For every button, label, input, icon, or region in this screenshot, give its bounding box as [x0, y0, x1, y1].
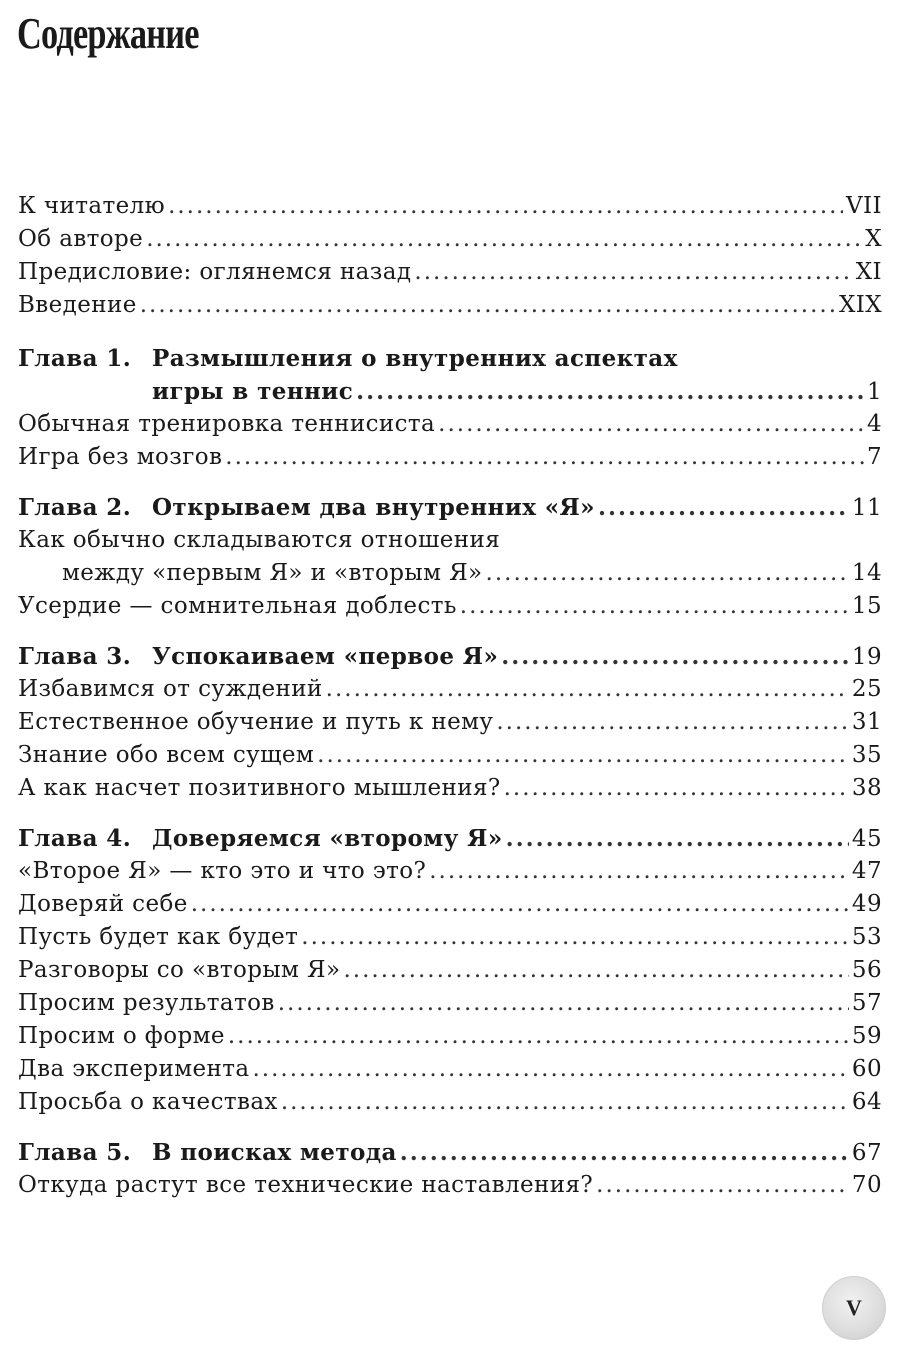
toc-entry-label: Усердие — сомнительная доблесть [18, 593, 457, 619]
toc-entry-label: Два эксперимента [18, 1056, 250, 1082]
page-number: V [846, 1295, 862, 1320]
toc-entry[interactable] [18, 1056, 882, 1089]
toc-entry-page: 67 [851, 1140, 882, 1166]
toc-entry-page: 49 [851, 891, 882, 917]
toc-entry-page: VII [846, 193, 882, 219]
toc-entry[interactable] [18, 444, 882, 477]
toc-entry-label: Введение [18, 292, 137, 318]
dot-leader [598, 494, 849, 521]
toc-entry-page: 4 [866, 411, 882, 437]
toc-entry-page: 57 [851, 990, 882, 1016]
toc-entry-first-line[interactable] [18, 527, 882, 560]
dot-leader [496, 709, 849, 735]
toc-entry-page: 7 [866, 444, 882, 470]
toc-entry-to-reader[interactable] [18, 193, 882, 226]
toc-entry-page: X [865, 226, 882, 252]
chapter-title-continued: игры в теннис [152, 378, 354, 405]
table-of-contents [18, 193, 882, 1205]
toc-entry[interactable] [18, 891, 882, 924]
toc-entry-label: Откуда растут все технические наставления? [18, 1172, 594, 1198]
chapter-number: Глава 5. [18, 1139, 132, 1166]
chapter-number: Глава 4. [18, 825, 132, 852]
dot-leader [140, 292, 836, 318]
toc-entry[interactable] [18, 1172, 882, 1205]
toc-entry[interactable] [18, 957, 882, 990]
toc-entry-label: «Второе Я» — кто это и что это? [18, 858, 427, 884]
dot-leader [460, 593, 849, 619]
toc-entry[interactable] [18, 709, 882, 742]
dot-leader [225, 444, 864, 470]
toc-entry-page: 35 [851, 742, 882, 768]
toc-entry-page: 15 [851, 593, 882, 619]
dot-leader [278, 990, 849, 1016]
toc-entry-label: Естественное обучение и путь к нему [18, 709, 494, 735]
toc-entry[interactable] [18, 775, 882, 808]
toc-entry[interactable] [18, 1023, 882, 1056]
toc-entry-label: А как насчет позитивного мышления? [18, 775, 501, 801]
toc-entry-label: Просьба о качествах [18, 1089, 278, 1115]
toc-entry-label-continued: между «первым Я» и «вторым Я» [62, 560, 483, 586]
toc-entry-about-author[interactable] [18, 226, 882, 259]
toc-chapter-5-heading[interactable] [18, 1139, 882, 1172]
toc-entry-introduction[interactable] [18, 292, 882, 325]
dot-leader [400, 1139, 849, 1166]
toc-entry[interactable] [18, 411, 882, 444]
dot-leader [252, 1056, 848, 1082]
chapter-number: Глава 1. [18, 345, 132, 372]
toc-entry-page: 25 [851, 676, 882, 702]
chapter-title: Размышления о внутренних аспектах [152, 345, 678, 372]
toc-entry-page: 60 [851, 1056, 882, 1082]
dot-leader [343, 957, 848, 983]
toc-chapter-2-heading[interactable] [18, 494, 882, 527]
page-title: Содержание [17, 9, 199, 58]
toc-entry-page: 70 [851, 1172, 882, 1198]
dot-leader [429, 858, 849, 884]
toc-entry[interactable] [18, 858, 882, 891]
toc-entry-preface[interactable] [18, 259, 882, 292]
toc-entry-label: Просим результатов [18, 990, 275, 1016]
toc-entry-label: Доверяй себе [18, 891, 188, 917]
toc-entry-page: 53 [851, 924, 882, 950]
toc-entry-label: Об авторе [18, 226, 144, 252]
dot-leader [146, 226, 862, 252]
chapter-number: Глава 2. [18, 494, 132, 521]
dot-leader [191, 891, 849, 917]
dot-leader [438, 411, 864, 437]
toc-entry-label: К читателю [18, 193, 166, 219]
toc-entry-page: 1 [866, 379, 882, 405]
dot-leader [414, 259, 852, 285]
dot-leader [501, 643, 849, 670]
chapter-title: Доверяемся «второму Я» [152, 825, 503, 852]
toc-entry[interactable] [18, 593, 882, 626]
toc-entry-page: 38 [851, 775, 882, 801]
toc-entry-page: 47 [851, 858, 882, 884]
toc-entry-label: Избавимся от суждений [18, 676, 323, 702]
toc-entry-label: Как обычно складываются отношения [18, 527, 501, 553]
toc-chapter-4-heading[interactable] [18, 825, 882, 858]
toc-chapter-1-continuation[interactable] [18, 378, 882, 411]
chapter-title: В поисках метода [152, 1139, 397, 1166]
dot-leader [486, 560, 849, 586]
toc-chapter-3-heading[interactable] [18, 643, 882, 676]
chapter-number: Глава 3. [18, 643, 132, 670]
chapter-title: Открываем два внутренних «Я» [152, 494, 595, 521]
dot-leader [317, 742, 849, 768]
chapter-title: Успокаиваем «первое Я» [152, 643, 499, 670]
toc-entry[interactable] [18, 676, 882, 709]
toc-entry-label: Просим о форме [18, 1023, 225, 1049]
toc-entry-label: Игра без мозгов [18, 444, 223, 470]
toc-entry-label: Пусть будет как будет [18, 924, 299, 950]
toc-entry-page: 59 [851, 1023, 882, 1049]
dot-leader [168, 193, 843, 219]
toc-entry-label: Знание обо всем сущем [18, 742, 315, 768]
toc-entry-page: 19 [851, 644, 882, 670]
toc-entry[interactable] [18, 990, 882, 1023]
toc-entry-page: 45 [851, 826, 882, 852]
dot-leader [228, 1023, 849, 1049]
toc-entry[interactable] [18, 742, 882, 775]
dot-leader [596, 1172, 849, 1198]
dot-leader [281, 1089, 849, 1115]
toc-entry-page: XIX [838, 292, 882, 318]
toc-entry-page: 11 [851, 495, 882, 521]
toc-entry-label: Разговоры со «вторым Я» [18, 957, 341, 983]
dot-leader [506, 825, 849, 852]
dot-leader [301, 924, 849, 950]
dot-leader [326, 676, 849, 702]
toc-entry-page: 64 [851, 1089, 882, 1115]
dot-leader [504, 775, 849, 801]
toc-entry-page: 14 [851, 560, 882, 586]
toc-entry-page: 56 [851, 957, 882, 983]
dot-leader [356, 378, 864, 405]
page-number-badge [822, 1276, 886, 1340]
toc-entry-page: 31 [851, 709, 882, 735]
toc-entry-label: Обычная тренировка теннисиста [18, 411, 436, 437]
toc-entry-label: Предисловие: оглянемся назад [18, 259, 412, 285]
toc-chapter-1-heading[interactable] [18, 345, 882, 378]
toc-entry[interactable] [18, 924, 882, 957]
toc-entry[interactable] [18, 1089, 882, 1122]
toc-entry-page: XI [855, 259, 882, 285]
toc-entry-continuation[interactable] [18, 560, 882, 593]
